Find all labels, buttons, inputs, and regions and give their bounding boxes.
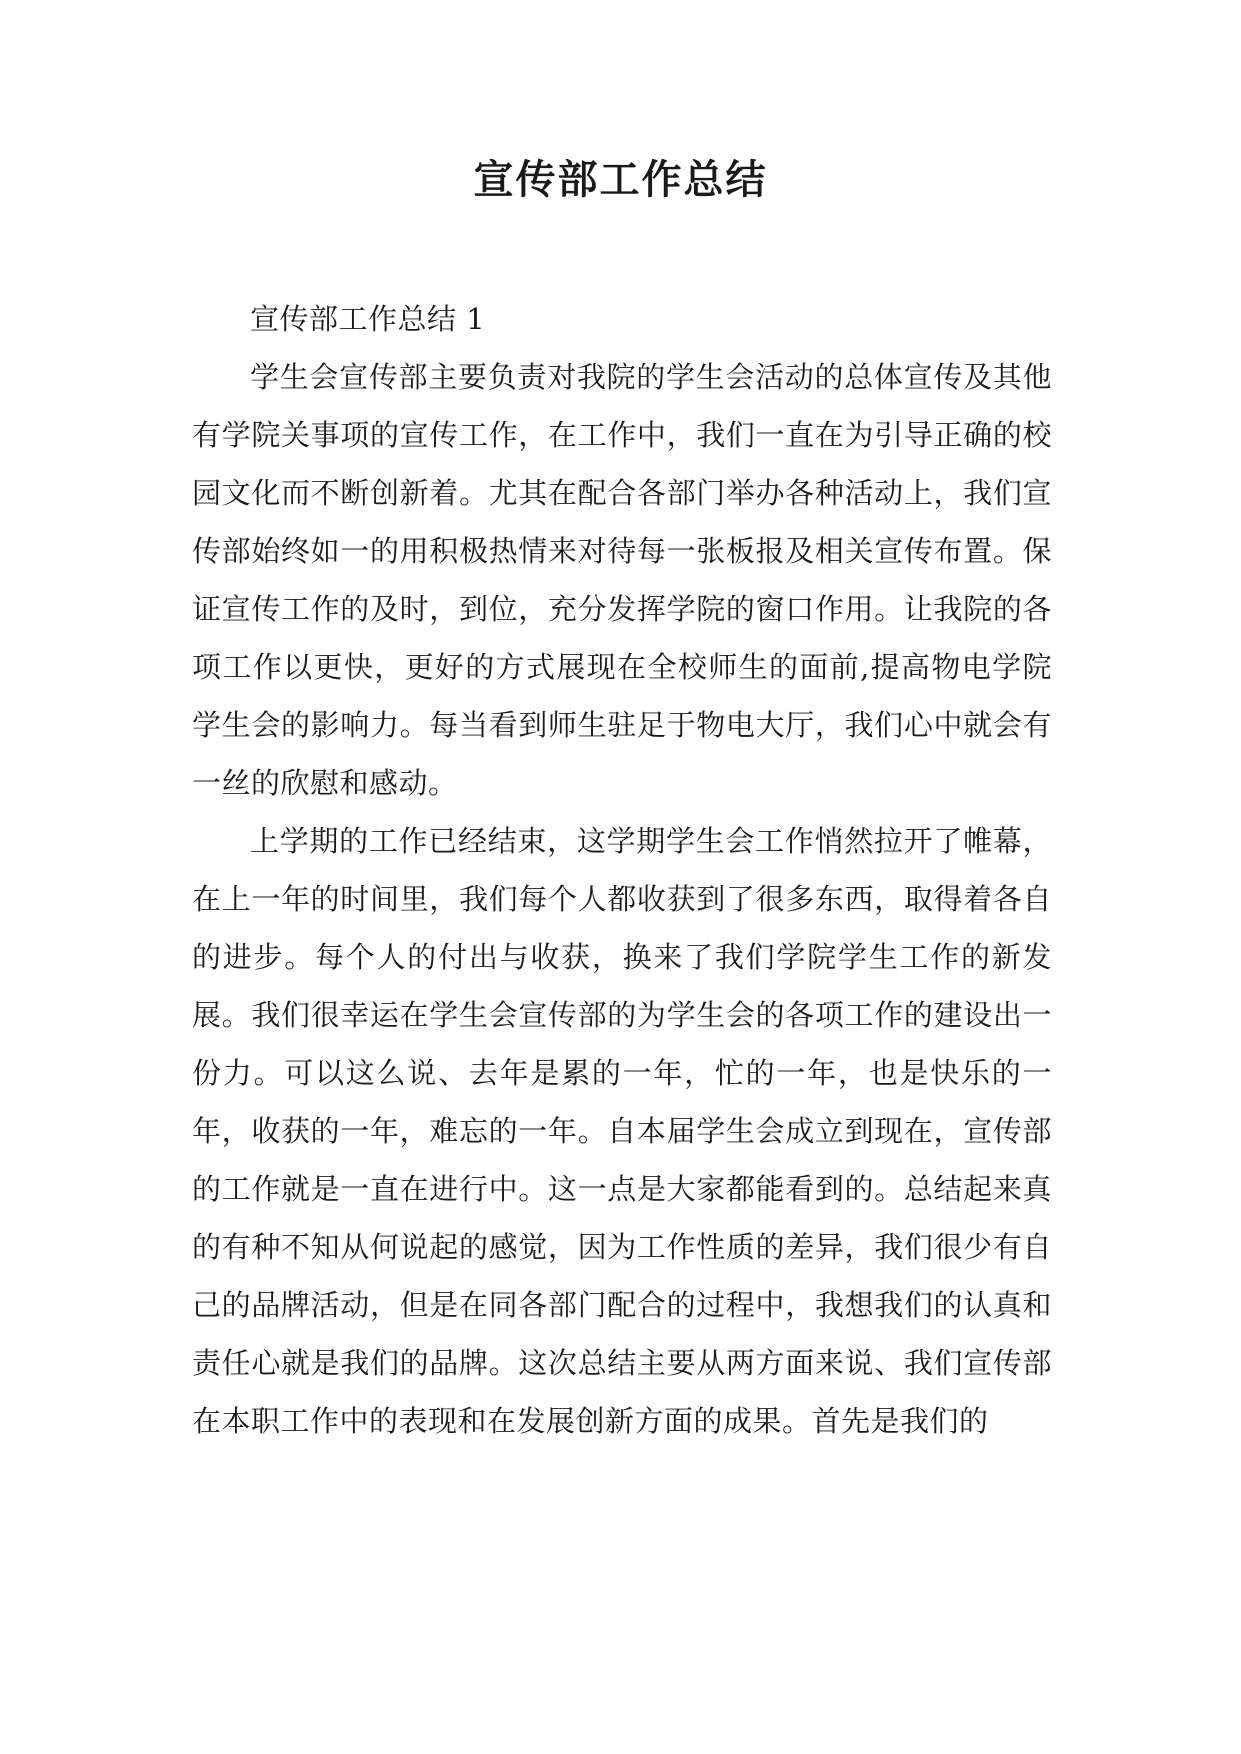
body-paragraph-1: 学生会宣传部主要负责对我院的学生会活动的总体宣传及其他有学院关事项的宣传工作，在工作中，我们一直在为引导正确的校园文化而不断创新着。尤其在配合各部门举办各种活动上，我们宣传部始终如一的用积极热情来对待每一张板报及相关宣传布置。保证宣传工作的及时，到位，充分发挥学院的窗口作用。让我院的各项工作以更快，更好的方式展现在全校师生的面前,提高物电学院学生会的影响力。每当看到师生驻足于物电大厅，我们心中就会有一丝的欣慰和感动。 bbox=[192, 360, 1052, 800]
body-paragraph-2: 上学期的工作已经结束，这学期学生会工作悄然拉开了帷幕，在上一年的时间里，我们每个人都收获到了很多东西，取得着各自的进步。每个人的付出与收获，换来了我们学院学生工作的新发展。我们很幸运在学生会宣传部的为学生会的各项工作的建设出一份力。可以这么说、去年是累的一年，忙的一年，也是快乐的一年，收获的一年，难忘的一年。自本届学生会成立到现在，宣传部的工作就是一直在进行中。这一点是大家都能看到的。总结起来真的有种不知从何说起的感觉，因为工作性质的差异，我们很少有自己的品牌活动，但是在同各部门配合的过程中，我想我们的认真和责任心就是我们的品牌。这次总结主要从两方面来说、我们宣传部在本职工作中的表现和在发展创新方面的成果。首先是我们的 bbox=[192, 824, 1052, 1438]
document-title: 宣传部工作总结 bbox=[473, 156, 768, 203]
section-heading: 宣传部工作总结 1 bbox=[250, 302, 486, 336]
document-body bbox=[192, 290, 1052, 1450]
